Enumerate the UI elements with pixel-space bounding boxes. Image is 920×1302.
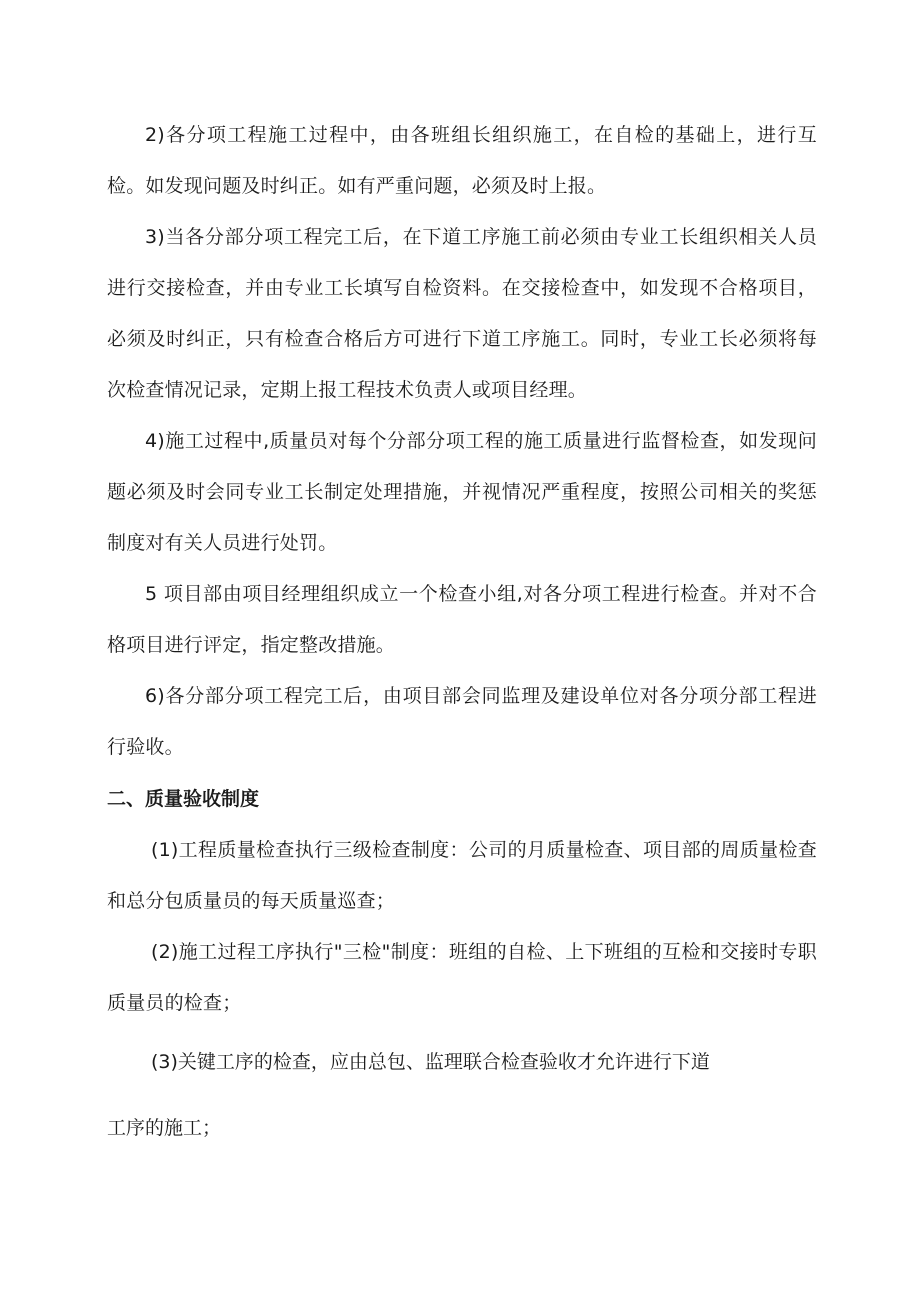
paragraph-item-4: 4)施工过程中,质量员对每个分部分项工程的施工质量进行监督检查，如发现问题必须及时会同专业工长制定处理措施，并视情况严重程度，按照公司相关的奖惩制度对有关人员进行处罚。	[107, 430, 817, 554]
paragraph-item-3: 3)当各分部分项工程完工后，在下道工序施工前必须由专业工长组织相关人员进行交接检查，并由专业工长填写自检资料。在交接检查中，如发现不合格项目，必须及时纠正，只有检查合格后方可进行下道工序施工。同时，专业工长必须将每次检查情况记录，定期上报工程技术负责人或项目经理。	[107, 226, 817, 401]
section-heading: 二、质量验收制度	[107, 788, 260, 810]
paragraph-item-6: 6)各分部分项工程完工后，由项目部会同监理及建设单位对各分项分部工程进行验收。	[107, 685, 817, 758]
paragraph-item-5: 5 项目部由项目经理组织成立一个检查小组,对各分项工程进行检查。并对不合格项目进行评定，指定整改措施。	[107, 583, 817, 656]
section-item-1: (1)工程质量检查执行三级检查制度：公司的月质量检查、项目部的周质量检查和总分包质量员的每天质量巡查；	[107, 839, 817, 912]
section-item-3: (3)关键工序的检查，应由总包、监理联合检查验收才允许进行下道	[151, 1051, 710, 1073]
section-item-2: (2)施工过程工序执行"三检"制度：班组的自检、上下班组的互检和交接时专职质量员的检查；	[107, 941, 817, 1014]
paragraph-item-2: 2)各分项工程施工过程中，由各班组长组织施工，在自检的基础上，进行互检。如发现问题及时纠正。如有严重问题，必须及时上报。	[107, 124, 817, 197]
section-item-3-continuation: 工序的施工；	[107, 1117, 222, 1139]
